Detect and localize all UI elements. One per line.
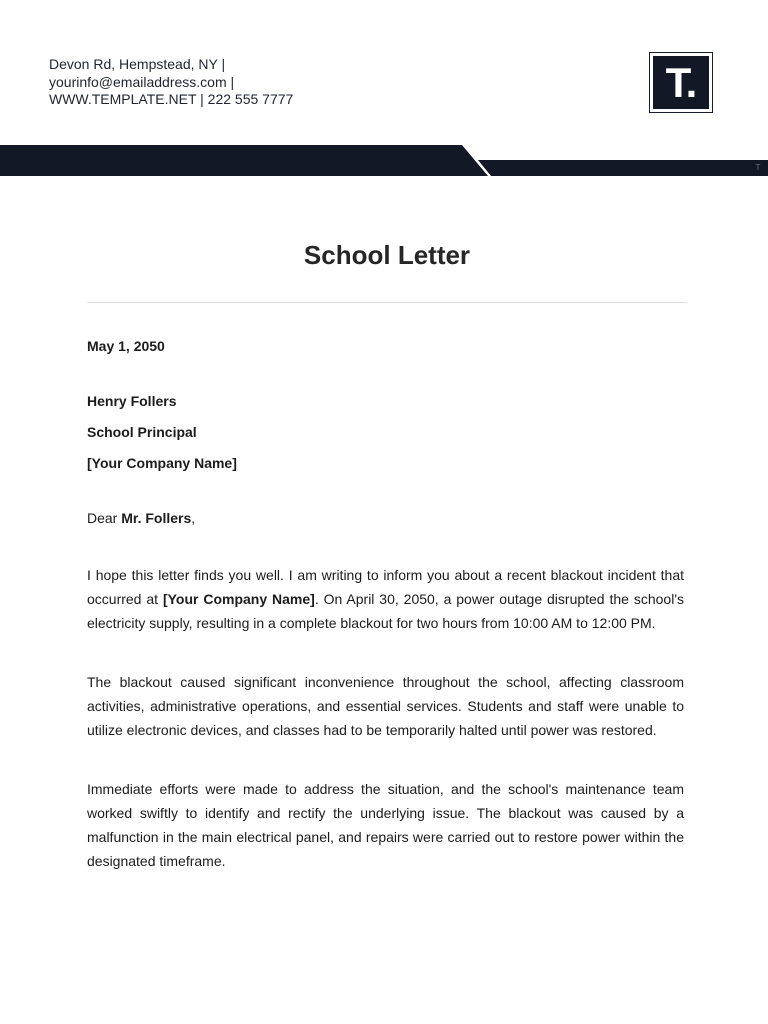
recipient-position: School Principal <box>87 424 197 440</box>
band-left-segment <box>0 145 488 176</box>
recipient-company: [Your Company Name] <box>87 455 237 471</box>
page-title: School Letter <box>303 240 471 270</box>
recipient-name: Henry Follers <box>87 393 177 409</box>
paragraph-1 <box>87 563 684 635</box>
address-line: Devon Rd, Hempstead, NY | <box>49 56 226 72</box>
logo-letter: T. <box>653 56 709 109</box>
letter-date: May 1, 2050 <box>87 338 165 354</box>
paragraph-1-text-b: . On April 30, 2050, a power outage disrupted the school's electricity supply, resulting in a complete blackout for two hours from 10:00 AM to 12:00 PM. <box>87 591 684 631</box>
salutation <box>87 508 684 528</box>
band-mark: T <box>755 163 761 172</box>
salutation-prefix: Dear <box>87 510 122 526</box>
band-right-segment <box>478 160 768 176</box>
company-logo <box>649 52 713 113</box>
paragraph-2: The blackout caused significant inconvenience throughout the school, affecting classroom activities, administrative operations, and essential services. Students and staff were unable to utilize electronic devices, and classes had to be temporarily halted until power was restored. <box>87 674 684 738</box>
paragraph-1-company: [Your Company Name] <box>162 591 315 607</box>
contact-block <box>49 56 293 109</box>
paragraph-1-text-a: I hope this letter finds you well. I am writing to inform you about a recent blackout incident that occurred at <box>87 567 684 607</box>
website-phone-line: WWW.TEMPLATE.NET | 222 555 7777 <box>49 91 294 107</box>
paragraph-3: Immediate efforts were made to address the situation, and the school's maintenance team worked swiftly to identify and rectify the underlying issue. The blackout was caused by a malfunction in the main electrical panel, and repairs were carried out to restore power within the designated timeframe. <box>87 781 684 869</box>
email-line: yourinfo@emailaddress.com | <box>49 73 235 90</box>
title-divider <box>87 302 687 303</box>
header-band <box>0 145 768 176</box>
salutation-name: Mr. Follers <box>121 510 192 526</box>
salutation-suffix: , <box>191 510 196 526</box>
letter-body <box>87 336 684 873</box>
